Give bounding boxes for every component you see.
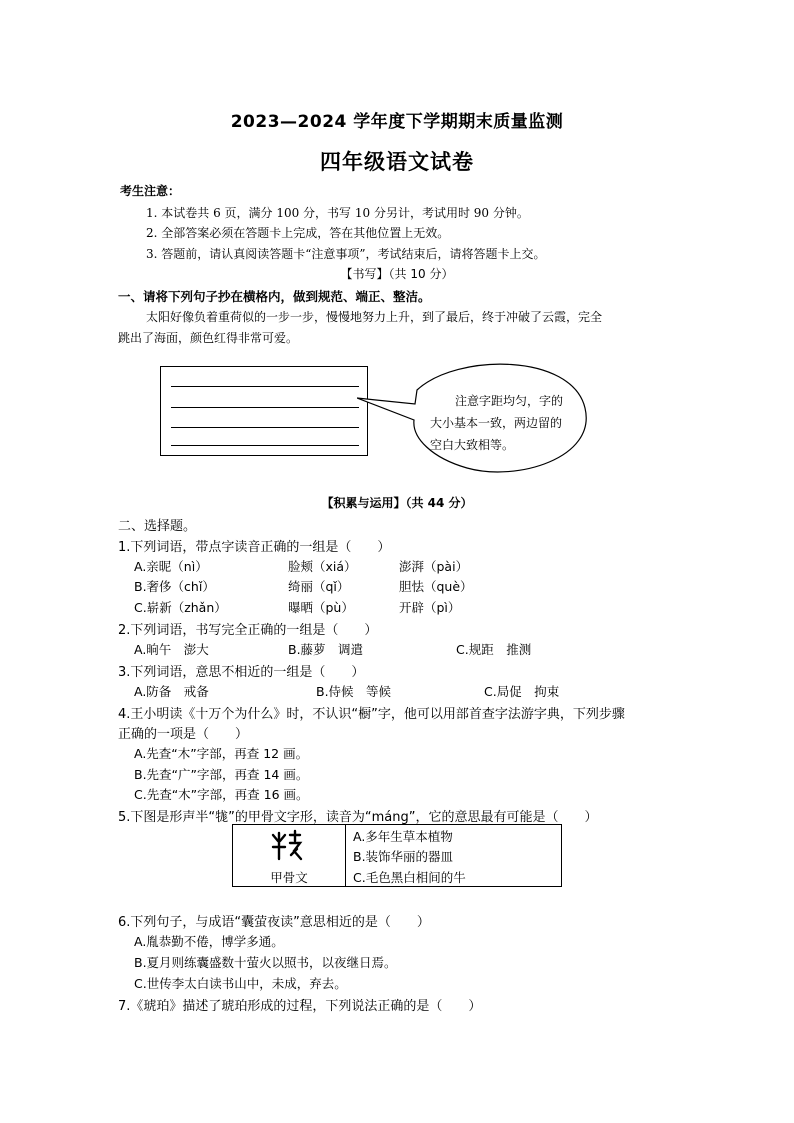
q3-option-b[interactable]: B.侍候 等候 bbox=[316, 684, 392, 699]
copy-writing-box[interactable] bbox=[160, 366, 368, 456]
q2-option-a[interactable]: A.晌午 澎大 bbox=[134, 642, 209, 657]
q4-option-b[interactable]: B.先查“广”字部，再查 14 画。 bbox=[134, 767, 309, 782]
q4-option-a[interactable]: A.先查“木”字部，再查 12 画。 bbox=[134, 746, 309, 761]
q3-option-a[interactable]: A.防备 戒备 bbox=[134, 684, 209, 699]
exam-subtitle: 四年级语文试卷 bbox=[320, 150, 474, 174]
q6-option-a[interactable]: A.胤恭勤不倦，博学多通。 bbox=[134, 934, 284, 949]
q5-option-a[interactable]: A.多年生草本植物 bbox=[353, 829, 453, 844]
oracle-bone-table bbox=[232, 824, 562, 887]
q1-option: 开辟（pì） bbox=[399, 600, 461, 615]
q3-stem: 3.下列词语，意思不相近的一组是（ ） bbox=[118, 665, 365, 680]
section-writing-label: 【书写】（共 10 分） bbox=[340, 267, 454, 281]
bubble-line: 注意字距均匀，字的 bbox=[455, 394, 564, 408]
notice-heading: 考生注意： bbox=[120, 184, 181, 198]
q6-option-b[interactable]: B.夏月则练囊盛数十萤火以照书，以夜继日焉。 bbox=[134, 955, 397, 970]
q5-option-b[interactable]: B.装饰华丽的器皿 bbox=[353, 849, 454, 864]
q3-option-c[interactable]: C.局促 拘束 bbox=[484, 684, 560, 699]
q2-stem: 2.下列词语，书写完全正确的一组是（ ） bbox=[118, 623, 378, 638]
ruled-line bbox=[171, 427, 359, 428]
q4-option-c[interactable]: C.先查“木”字部，再查 16 画。 bbox=[134, 787, 309, 802]
oracle-caption: 甲骨文 bbox=[270, 870, 308, 885]
ruled-line bbox=[171, 386, 359, 387]
q1-option[interactable]: B.奢侈（chǐ） bbox=[134, 579, 215, 594]
q1-option[interactable]: C.崭新（zhǎn） bbox=[134, 600, 227, 615]
q4-stem-line2: 正确的一项是（ ） bbox=[118, 727, 249, 742]
q1-option: 澎湃（pài） bbox=[399, 559, 469, 574]
q2-option-b[interactable]: B.藤萝 调遣 bbox=[288, 642, 364, 657]
writing-question: 一、请将下列句子抄在横格内，做到规范、端正、整洁。 bbox=[118, 289, 431, 304]
notice-item: 3. 答题前，请认真阅读答题卡“注意事项”，考试结束后，请将答题卡上交。 bbox=[146, 247, 546, 261]
table-divider bbox=[345, 825, 346, 886]
ruled-line bbox=[171, 445, 359, 446]
q2-option-c[interactable]: C.规距 推测 bbox=[456, 642, 532, 657]
q1-stem: 1.下列词语，带点字读音正确的一组是（ ） bbox=[118, 540, 391, 555]
q5-option-c[interactable]: C.毛色黑白相间的牛 bbox=[353, 870, 466, 885]
bubble-line: 空白大致相等。 bbox=[430, 438, 515, 452]
exam-title: 2023—2024 学年度下学期期末质量监测 bbox=[230, 112, 564, 132]
q1-option[interactable]: A.亲昵（nì） bbox=[134, 559, 208, 574]
oracle-bone-glyph-icon bbox=[269, 829, 305, 863]
q4-stem-line1: 4.王小明读《十万个为什么》时，不认识“橱”字，他可以用部首查字法游字典，下列步骤 bbox=[118, 707, 625, 722]
q6-stem: 6.下列句子，与成语“囊萤夜读”意思相近的是（ ） bbox=[118, 915, 430, 930]
section-accumulation-label: 【积累与运用】（共 44 分） bbox=[321, 496, 473, 510]
q6-option-c[interactable]: C.世传李太白读书山中，未成，弃去。 bbox=[134, 976, 347, 991]
q7-stem: 7.《琥珀》描述了琥珀形成的过程，下列说法正确的是（ ） bbox=[118, 999, 482, 1014]
writing-passage-line1: 太阳好像负着重荷似的一步一步，慢慢地努力上升，到了最后，终于冲破了云霞，完全 bbox=[146, 310, 603, 324]
notice-item: 2. 全部答案必须在答题卡上完成，答在其他位置上无效。 bbox=[146, 226, 450, 240]
part-title: 二、选择题。 bbox=[118, 519, 197, 534]
notice-item: 1. 本试卷共 6 页，满分 100 分，书写 10 分另计，考试用时 90 分钟。 bbox=[146, 206, 529, 220]
writing-passage-line2: 跳出了海面，颜色红得非常可爱。 bbox=[118, 331, 299, 345]
q1-option: 脸颊（xiá） bbox=[288, 559, 357, 574]
q1-option: 曝晒（pù） bbox=[288, 600, 354, 615]
q5-stem: 5.下图是形声半“牻”的甲骨文字形，读音为“máng”，它的意思最有可能是（ ） bbox=[118, 810, 598, 825]
q1-option: 胆怯（què） bbox=[399, 579, 473, 594]
q1-option: 绮丽（qǐ） bbox=[288, 579, 350, 594]
bubble-line: 大小基本一致，两边留的 bbox=[430, 416, 563, 430]
ruled-line bbox=[171, 407, 359, 408]
